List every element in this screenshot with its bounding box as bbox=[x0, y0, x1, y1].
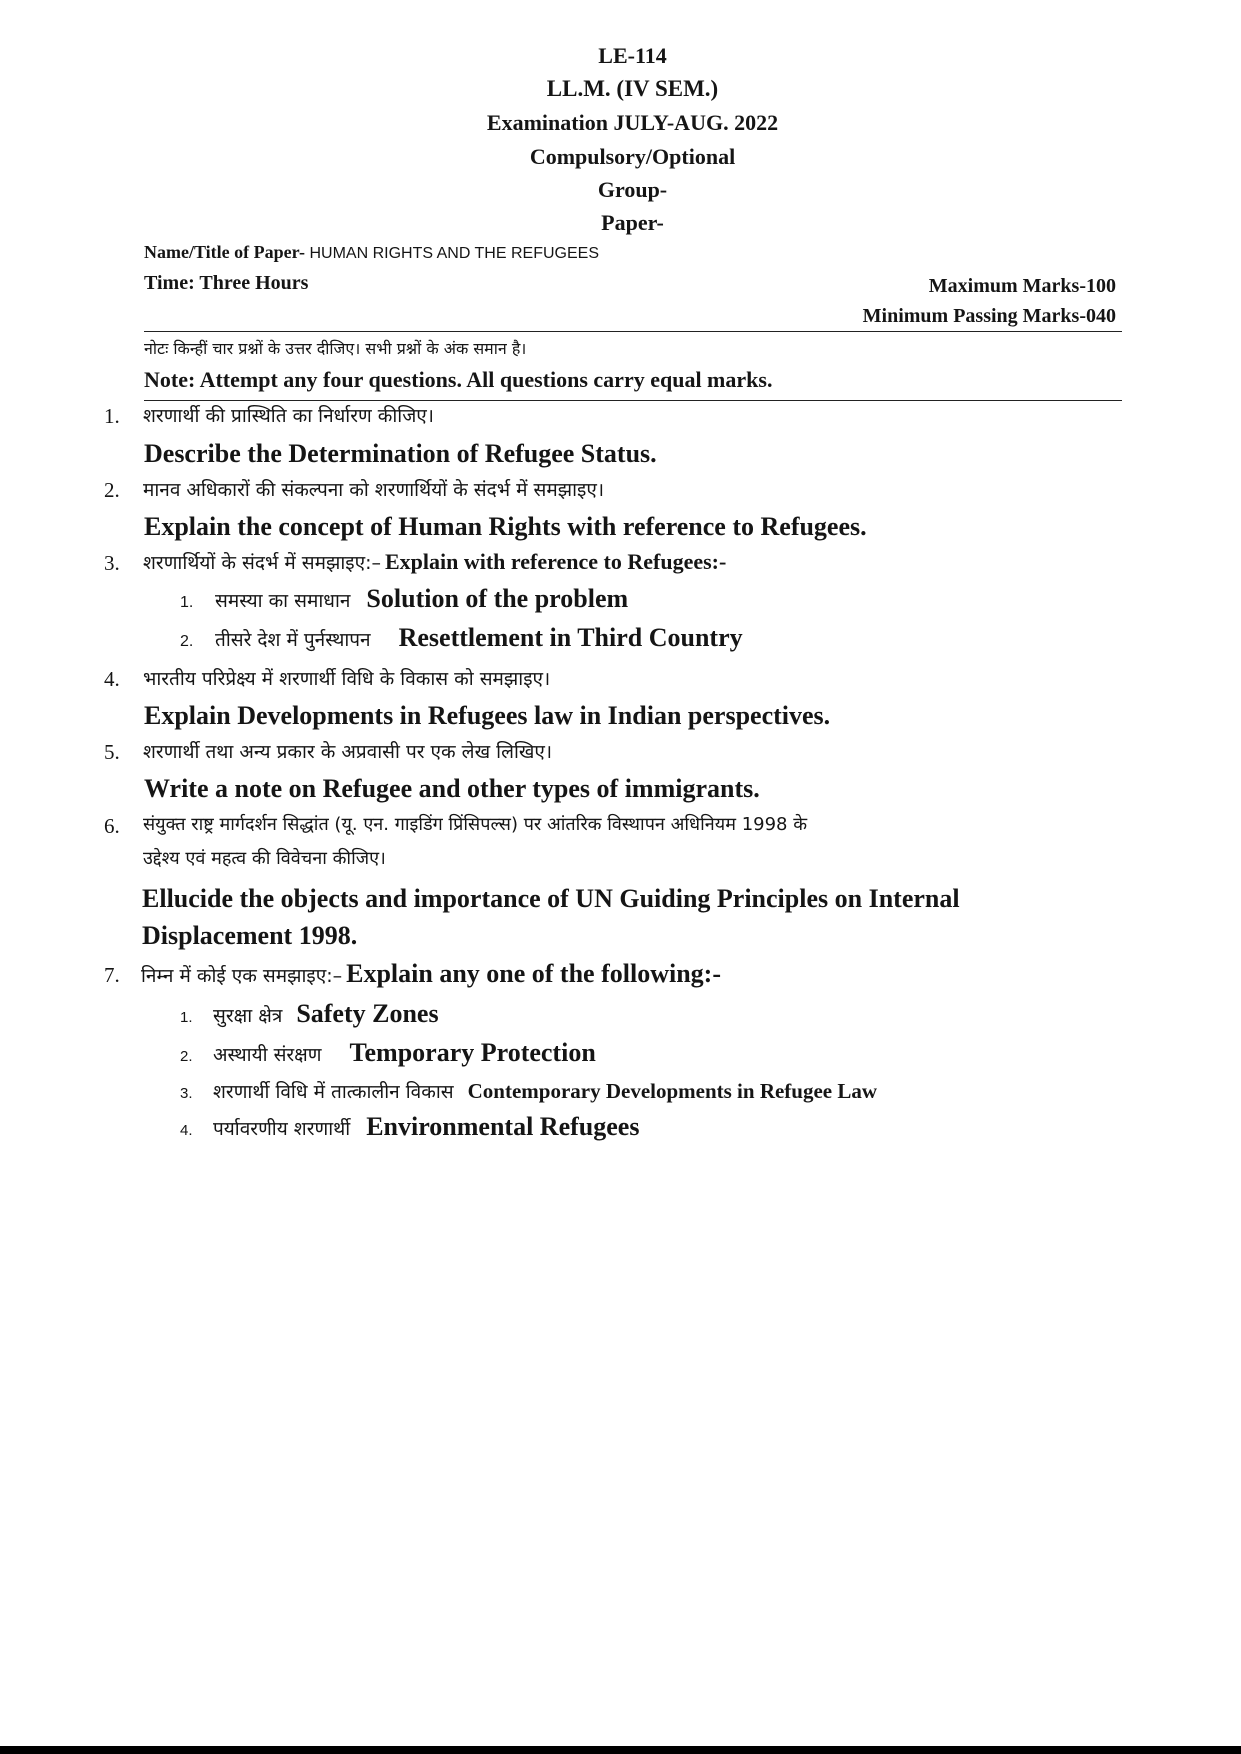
minimum-passing-marks: Minimum Passing Marks-040 bbox=[862, 305, 1116, 327]
question-7-sub-4-hindi: पर्यावरणीय शरणार्थी bbox=[213, 1118, 351, 1140]
question-5-english: Write a note on Refugee and other types of immigrants. bbox=[144, 774, 760, 803]
question-7-sub-4 bbox=[213, 1112, 639, 1142]
paper-title-value: HUMAN RIGHTS AND THE REFUGEES bbox=[309, 245, 599, 262]
question-7-english: Explain any one of the following:- bbox=[346, 959, 721, 988]
paper-code: LE-114 bbox=[598, 43, 667, 68]
group-label: Group- bbox=[597, 177, 668, 202]
question-3-sub-1-number: 1. bbox=[180, 594, 194, 611]
question-3-sub-2-english: Resettlement in Third Country bbox=[398, 623, 743, 652]
question-3-sub-2 bbox=[215, 623, 743, 653]
question-1-hindi: शरणार्थी की प्रास्थिति का निर्धारण कीजिए। bbox=[143, 405, 435, 427]
question-7-sub-3-hindi: शरणार्थी विधि में तात्कालीन विकास bbox=[213, 1081, 454, 1103]
scan-edge-bar bbox=[0, 1746, 1241, 1754]
question-3-hindi: शरणार्थियों के संदर्भ में समझाइए:– bbox=[143, 552, 381, 574]
question-3-english: Explain with reference to Refugees:- bbox=[384, 549, 727, 574]
question-7-sub-2-number: 2. bbox=[180, 1048, 193, 1065]
paper-title-row bbox=[144, 242, 599, 263]
question-7-sub-3 bbox=[213, 1078, 877, 1104]
paper-title-label: Name/Title of Paper- bbox=[144, 242, 305, 262]
question-7-sub-1-number: 1. bbox=[180, 1009, 193, 1026]
question-7-sub-2-english: Temporary Protection bbox=[349, 1038, 596, 1067]
question-7-sub-3-number: 3. bbox=[180, 1085, 193, 1102]
question-2-hindi: मानव अधिकारों की संकल्पना को शरणार्थियों के संदर्भ में समझाइए। bbox=[143, 479, 605, 501]
time-allowed: Time: Three Hours bbox=[144, 272, 309, 294]
question-4-english: Explain Developments in Refugees law in Indian perspectives. bbox=[144, 701, 831, 730]
question-3-sub-2-hindi: तीसरे देश में पुर्नस्थापन bbox=[215, 629, 371, 651]
question-5-number: 5. bbox=[104, 740, 120, 764]
question-7-number: 7. bbox=[104, 963, 120, 987]
question-4-hindi: भारतीय परिप्रेक्ष्य में शरणार्थी विधि के विकास को समझाइए। bbox=[143, 668, 551, 690]
question-6-hindi-line-1: संयुक्त राष्ट्र मार्गदर्शन सिद्धांत (यू. एन. गाइडिंग प्रिंसिपल्स) पर आंतरिक विस्थापन अधिनियम 1998 के bbox=[143, 814, 808, 835]
paper-type: Compulsory/Optional bbox=[529, 144, 736, 169]
question-3-sub-1-hindi: समस्या का समाधान bbox=[215, 590, 351, 612]
question-2-number: 2. bbox=[104, 478, 120, 502]
question-3-sub-1-english: Solution of the problem bbox=[366, 584, 629, 613]
question-2-english: Explain the concept of Human Rights with reference to Refugees. bbox=[144, 512, 867, 541]
question-7-prompt bbox=[141, 959, 721, 989]
question-1-english: Describe the Determination of Refugee Status. bbox=[144, 439, 657, 468]
question-7-sub-2 bbox=[213, 1038, 596, 1068]
question-3-sub-1 bbox=[215, 584, 628, 614]
question-7-sub-4-english: Environmental Refugees bbox=[366, 1112, 640, 1141]
question-7-sub-4-number: 4. bbox=[180, 1122, 193, 1139]
question-6-number: 6. bbox=[104, 814, 120, 838]
question-1-number: 1. bbox=[104, 404, 120, 428]
question-3-prompt bbox=[143, 549, 726, 575]
question-7-sub-1 bbox=[213, 999, 439, 1029]
divider-bottom bbox=[144, 400, 1122, 401]
question-7-hindi: निम्न में कोई एक समझाइए:– bbox=[141, 965, 343, 987]
question-6-english-line-1: Ellucide the objects and importance of UN Guiding Principles on Internal bbox=[142, 884, 960, 913]
question-3-number: 3. bbox=[104, 551, 120, 575]
question-6-english-line-2: Displacement 1998. bbox=[142, 921, 358, 950]
question-5-hindi: शरणार्थी तथा अन्य प्रकार के अप्रवासी पर एक लेख लिखिए। bbox=[143, 741, 553, 763]
question-7-sub-1-hindi: सुरक्षा क्षेत्र bbox=[213, 1005, 283, 1027]
paper-label: Paper- bbox=[601, 210, 664, 235]
question-4-number: 4. bbox=[104, 667, 120, 691]
question-7-sub-3-english: Contemporary Developments in Refugee Law bbox=[467, 1079, 878, 1103]
question-7-sub-2-hindi: अस्थायी संरक्षण bbox=[213, 1044, 322, 1066]
divider-top bbox=[144, 331, 1122, 332]
question-3-sub-2-number: 2. bbox=[180, 633, 194, 650]
note-hindi: नोटः किन्हीं चार प्रश्नों के उत्तर दीजिए। सभी प्रश्नों के अंक समान है। bbox=[144, 339, 527, 358]
note-english: Note: Attempt any four questions. All questions carry equal marks. bbox=[144, 367, 773, 392]
question-7-sub-1-english: Safety Zones bbox=[296, 999, 439, 1028]
exam-session: Examination JULY-AUG. 2022 bbox=[486, 110, 779, 135]
maximum-marks: Maximum Marks-100 bbox=[928, 275, 1116, 297]
question-6-hindi-line-2: उद्देश्य एवं महत्व की विवेचना कीजिए। bbox=[143, 848, 386, 869]
course-name: LL.M. (IV SEM.) bbox=[546, 76, 719, 101]
